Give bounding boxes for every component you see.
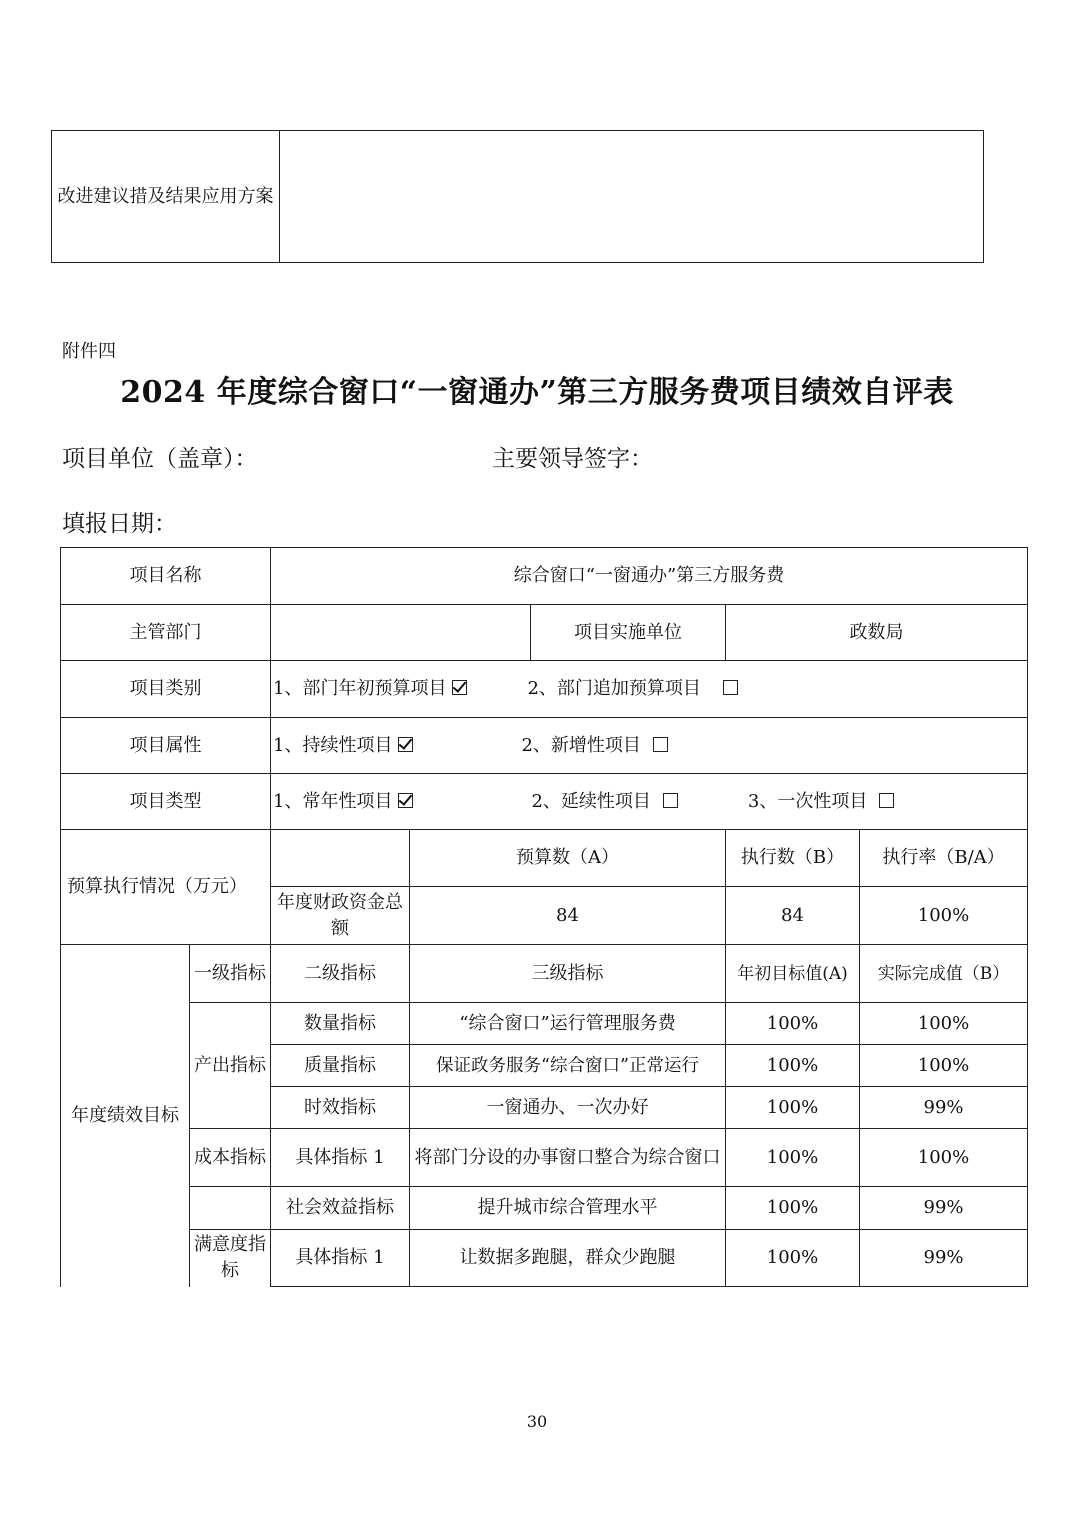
- table-row: 100%: [726, 1003, 860, 1045]
- table-row: 100%: [726, 1230, 860, 1287]
- attachment-label: 附件四: [62, 341, 116, 362]
- type-option-extended: 2、延续性项目: [531, 790, 651, 812]
- perf-header-level2: 二级指标: [271, 945, 410, 1003]
- table-row: 时效指标: [271, 1087, 410, 1129]
- table-row: 100%: [726, 1087, 860, 1129]
- table-row: 100%: [726, 1045, 860, 1087]
- budget-row-label: 年度财政资金总额: [271, 887, 410, 945]
- perf-header-target: 年初目标值(A): [726, 945, 860, 1003]
- unit-label: 项目单位（盖章）：: [62, 446, 258, 472]
- satisfaction-label: 满意度指标: [190, 1230, 271, 1287]
- table-row: 社会效益指标: [271, 1187, 410, 1230]
- table-row: 提升城市综合管理水平: [410, 1187, 726, 1230]
- table-row: 100%: [726, 1129, 860, 1187]
- type-option-annual: 1、常年性项目: [273, 790, 393, 812]
- table-row: 100%: [860, 1045, 1028, 1087]
- budget-col-budget: 预算数（A）: [410, 830, 726, 887]
- dept-value: [271, 605, 531, 661]
- table-row: 100%: [860, 1129, 1028, 1187]
- table-row: 具体指标 1: [271, 1230, 410, 1287]
- type-label: 项目类型: [61, 774, 271, 830]
- exec-value: 84: [726, 887, 860, 945]
- blank-level1: [190, 1187, 271, 1230]
- checked-checkbox-icon[interactable]: [452, 680, 467, 695]
- page-number: 30: [526, 1412, 548, 1431]
- rate-value: 100%: [860, 887, 1028, 945]
- attribute-option-new: 2、新增性项目: [521, 734, 641, 756]
- cost-label: 成本指标: [190, 1129, 271, 1187]
- improvement-label: 改进建议措及结果应用方案: [52, 131, 280, 263]
- perf-label: 年度绩效目标: [61, 945, 190, 1287]
- project-name-label: 项目名称: [61, 548, 271, 605]
- checked-checkbox-icon[interactable]: [398, 793, 413, 808]
- date-label: 填报日期：: [62, 511, 177, 537]
- budget-col-rate: 执行率（B/A）: [860, 830, 1028, 887]
- table-row: 99%: [860, 1187, 1028, 1230]
- perf-header-actual: 实际完成值（B）: [860, 945, 1028, 1003]
- category-label: 项目类别: [61, 661, 271, 718]
- table-row: “综合窗口”运行管理服务费: [410, 1003, 726, 1045]
- unchecked-checkbox-icon[interactable]: [663, 793, 678, 808]
- unchecked-checkbox-icon[interactable]: [723, 680, 738, 695]
- leader-label: 主要领导签字：: [492, 446, 653, 472]
- table-row: 具体指标 1: [271, 1129, 410, 1187]
- perf-header-level1: 一级指标: [190, 945, 271, 1003]
- attribute-label: 项目属性: [61, 718, 271, 774]
- category-options: [271, 661, 1028, 718]
- unchecked-checkbox-icon[interactable]: [879, 793, 894, 808]
- perf-header-level3: 三级指标: [410, 945, 726, 1003]
- impl-unit-value: 政数局: [726, 605, 1028, 661]
- table-row: 保证政务服务“综合窗口”正常运行: [410, 1045, 726, 1087]
- category-option-additional: 2、部门追加预算项目: [527, 678, 701, 699]
- attribute-options: [271, 718, 1028, 774]
- budget-header-blank: [271, 830, 410, 887]
- table-row: 将部门分设的办事窗口整合为综合窗口: [410, 1129, 726, 1187]
- table-row: 质量指标: [271, 1045, 410, 1087]
- budget-value: 84: [410, 887, 726, 945]
- table-row: 100%: [726, 1187, 860, 1230]
- page-title: 2024 年度综合窗口“一窗通办”第三方服务费项目绩效自评表: [120, 375, 954, 410]
- checked-checkbox-icon[interactable]: [398, 737, 413, 752]
- table-row: 让数据多跑腿，群众少跑腿: [410, 1230, 726, 1287]
- table-row: 99%: [860, 1230, 1028, 1287]
- dept-label: 主管部门: [61, 605, 271, 661]
- table-row: 99%: [860, 1087, 1028, 1129]
- type-options: [271, 774, 1028, 830]
- impl-unit-label: 项目实施单位: [531, 605, 726, 661]
- table-row: 数量指标: [271, 1003, 410, 1045]
- type-option-once: 3、一次性项目: [747, 790, 868, 812]
- category-option-annual: 1、部门年初预算项目: [273, 678, 447, 699]
- project-name-value: 综合窗口“一窗通办”第三方服务费: [271, 548, 1028, 605]
- budget-col-exec: 执行数（B）: [726, 830, 860, 887]
- improvement-value: [280, 131, 984, 263]
- table-row: 100%: [860, 1003, 1028, 1045]
- output-label: 产出指标: [190, 1003, 271, 1129]
- attribute-option-continuous: 1、持续性项目: [273, 734, 393, 756]
- unchecked-checkbox-icon[interactable]: [653, 737, 668, 752]
- self-evaluation-table: [60, 547, 1028, 1287]
- improvement-table: [51, 130, 984, 263]
- table-row: 一窗通办、一次办好: [410, 1087, 726, 1129]
- budget-label: 预算执行情况（万元）: [61, 830, 271, 945]
